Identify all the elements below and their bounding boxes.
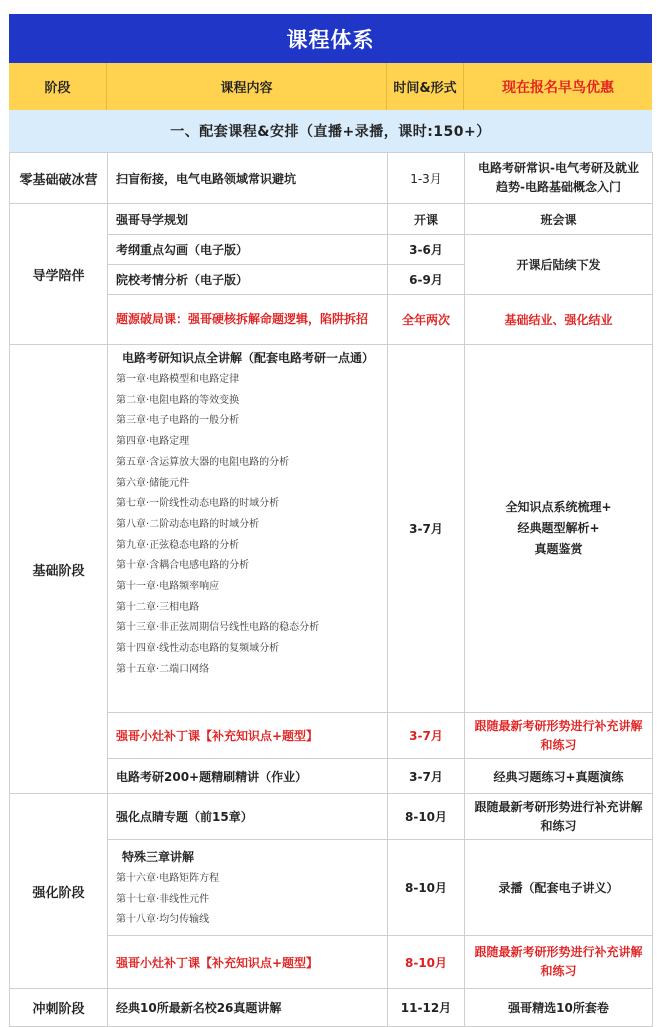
stage-basic: 基础阶段 xyxy=(10,345,108,794)
basic-note-line: 经典题型解析+ xyxy=(517,521,600,535)
section-heading: 一、配套课程&安排（直播+录播，课时:150+） xyxy=(9,110,652,152)
guide-item-note: 班会课 xyxy=(465,204,653,235)
chapter-item: 第十五章·二端口网络 xyxy=(116,663,210,675)
zero-note: 电路考研常识-电气考研及就业趋势-电路基础概念入门 xyxy=(465,153,653,204)
strong-patch-time: 8-10月 xyxy=(388,936,465,989)
guide-item-time: 6-9月 xyxy=(388,265,465,295)
chapter-item: 第一章·电路模型和电路定律 xyxy=(116,374,240,385)
chapter-item: 第十七章·非线性元件 xyxy=(116,893,210,905)
chapter-item: 第九章·正弦稳态电路的分析 xyxy=(116,539,240,551)
header-time: 时间&形式 xyxy=(387,63,464,110)
guide-item-content: 强哥导学规划 xyxy=(108,204,388,235)
chapter-item: 第十四章·线性动态电路的复频域分析 xyxy=(116,643,280,655)
chapter-item: 第十六章·电路矩阵方程 xyxy=(116,872,220,884)
header-promo: 现在报名早鸟优惠 xyxy=(502,79,614,96)
table-row xyxy=(10,794,653,840)
page-title: 课程体系 xyxy=(9,14,652,63)
table-row xyxy=(10,345,653,713)
table-header xyxy=(9,63,652,110)
basic-patch-content: 强哥小灶补丁课【补充知识点+题型】 xyxy=(108,713,388,759)
guide-item-time: 全年两次 xyxy=(388,295,465,345)
zero-content: 扫盲衔接，电气电路领域常识避坑 xyxy=(108,153,388,204)
chapter-item: 第七章·一阶线性动态电路的时域分析 xyxy=(116,498,280,510)
chapter-item: 第六章·储能元件 xyxy=(116,477,190,489)
strong-patch-content: 强哥小灶补丁课【补充知识点+题型】 xyxy=(108,936,388,989)
chapter-item: 第二章·电阻电路的等效变换 xyxy=(116,394,240,406)
basic-drill-content: 电路考研200+题精刷精讲（作业） xyxy=(108,759,388,794)
strong-special-time: 8-10月 xyxy=(388,840,465,936)
basic-drill-note: 经典习题练习+真题演练 xyxy=(465,759,653,794)
sprint-content: 经典10所最新名校26真题讲解 xyxy=(108,989,388,1027)
basic-main-time: 3-7月 xyxy=(388,345,465,713)
strong-patch-note: 跟随最新考研形势进行补充讲解和练习 xyxy=(465,936,653,989)
basic-main-title: 电路考研知识点全讲解（配套电路考研一点通） xyxy=(122,351,375,365)
zero-time: 1-3月 xyxy=(388,153,465,204)
basic-patch-note: 跟随最新考研形势进行补充讲解和练习 xyxy=(465,713,653,759)
guide-item-content: 题源破局课：强哥硬核拆解命题逻辑，陷阱拆招 xyxy=(108,295,388,345)
guide-item-content: 院校考情分析（电子版） xyxy=(108,265,388,295)
header-stage: 阶段 xyxy=(9,63,107,110)
sprint-time: 11-12月 xyxy=(388,989,465,1027)
strong-focus-note: 跟随最新考研形势进行补充讲解和练习 xyxy=(465,794,653,840)
chapter-item: 第三章·电子电路的一般分析 xyxy=(116,415,240,427)
stage-strong: 强化阶段 xyxy=(10,794,108,989)
chapter-item: 第十八章·均匀传输线 xyxy=(116,914,210,926)
chapter-item: 第五章·含运算放大器的电阻电路的分析 xyxy=(116,456,290,468)
chapter-item: 第八章·二阶动态电路的时域分析 xyxy=(116,518,260,530)
basic-main-note xyxy=(465,345,653,713)
chapter-item: 第十二章·三相电路 xyxy=(116,601,200,613)
stage-sprint: 冲刺阶段 xyxy=(10,989,108,1027)
table-row xyxy=(10,989,653,1027)
basic-main-content xyxy=(108,345,388,713)
chapter-item: 第四章·电路定理 xyxy=(116,436,190,448)
strong-special-content xyxy=(108,840,388,936)
guide-item-time: 开课 xyxy=(388,204,465,235)
basic-note-line: 真题鉴赏 xyxy=(534,542,583,556)
stage-guide: 导学陪伴 xyxy=(10,204,108,345)
guide-item-time: 3-6月 xyxy=(388,235,465,265)
strong-special-title: 特殊三章讲解 xyxy=(122,849,195,864)
course-table xyxy=(9,152,653,1027)
chapter-item: 第十一章·电路频率响应 xyxy=(116,581,220,593)
guide-item-content: 考纲重点勾画（电子版） xyxy=(108,235,388,265)
table-row xyxy=(10,153,653,204)
guide-item-note: 基础结业、强化结业 xyxy=(465,295,653,345)
strong-special-note: 录播（配套电子讲义） xyxy=(465,840,653,936)
chapter-item: 第十三章·非正弦周期信号线性电路的稳态分析 xyxy=(116,622,320,634)
guide-item-note: 开课后陆续下发 xyxy=(465,235,653,295)
sprint-note: 强哥精选10所套卷 xyxy=(465,989,653,1027)
stage-zero: 零基础破冰营 xyxy=(10,153,108,204)
basic-note-line: 全知识点系统梳理+ xyxy=(505,500,612,514)
basic-drill-time: 3-7月 xyxy=(388,759,465,794)
chapter-item: 第十章·含耦合电感电路的分析 xyxy=(116,560,250,572)
strong-focus-content: 强化点睛专题（前15章） xyxy=(108,794,388,840)
strong-focus-time: 8-10月 xyxy=(388,794,465,840)
table-row xyxy=(10,204,653,235)
basic-patch-time: 3-7月 xyxy=(388,713,465,759)
header-content: 课程内容 xyxy=(107,63,387,110)
